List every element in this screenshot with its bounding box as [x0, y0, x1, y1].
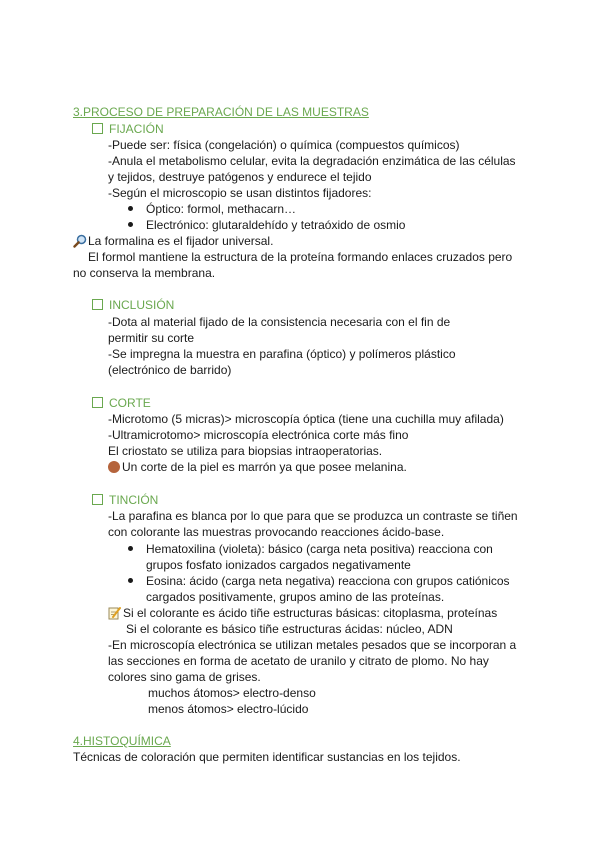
brown-circle-icon [108, 461, 120, 473]
checkbox-icon[interactable] [92, 494, 103, 505]
note-colorante-basico: Si el colorante es básico tiñe estructuras ácidas: núcleo, ADN [126, 622, 453, 636]
tincion-heading [92, 492, 158, 508]
paragraph-line: no conserva la membrana. [73, 266, 216, 280]
text-line: -Puede ser: física (congelación) o química (compuestos químicos) [108, 138, 460, 152]
note-melanina [108, 459, 407, 475]
bullet-item [128, 541, 493, 557]
paragraph-line: -En microscopía electrónica se utilizan metales pesados que se incorporan a [108, 638, 517, 652]
bullet-text: Óptico: formol, methacarn… [146, 202, 297, 216]
text-line: -Se impregna la muestra en parafina (óptico) y polímeros plástico [108, 347, 456, 361]
corte-heading [92, 395, 151, 411]
bullet-continuation: grupos fosfato ionizados cargados negativamente [146, 558, 411, 572]
text-line: -Dota al material fijado de la consistencia necesaria con el fin de [108, 315, 451, 329]
magnifier-icon [73, 234, 87, 248]
bullet-icon [128, 546, 133, 551]
paragraph-line: El formol mantiene la estructura de la proteína formando enlaces cruzados pero [88, 250, 513, 264]
bullet-item [128, 217, 405, 233]
section-4-text: Técnicas de coloración que permiten identificar sustancias en los tejidos. [73, 750, 461, 764]
checkbox-icon[interactable] [92, 397, 103, 408]
text-line: y tejidos, destruye patógenos y endurece el tejido [108, 170, 372, 184]
bullet-text: Eosina: ácido (carga neta negativa) reacciona con grupos catiónicos [146, 574, 510, 588]
text-line: -Microtomo (5 micras)> microscopía óptica (tiene una cuchilla muy afilada) [108, 412, 504, 426]
bullet-item [128, 201, 296, 217]
bullet-continuation: cargados positivamente, grupos amino de las proteínas. [146, 590, 445, 604]
text-line: -La parafina es blanca por lo que para que se produzca un contraste se tiñen [108, 509, 518, 523]
memo-icon [108, 606, 121, 620]
text-line: menos átomos> electro-lúcido [148, 702, 309, 716]
checkbox-icon[interactable] [92, 123, 103, 134]
text-line: muchos átomos> electro-denso [148, 686, 316, 700]
text-line: -Ultramicrotomo> microscopía electrónica corte más fino [108, 428, 409, 442]
tincion-heading-label: TINCIÓN [109, 493, 159, 507]
note-formalina [73, 233, 273, 249]
text-line: con colorante las muestras provocando reacciones ácido-base. [108, 525, 445, 539]
bullet-icon [128, 206, 133, 211]
note-text: Si el colorante es ácido tiñe estructuras básicas: citoplasma, proteínas [123, 606, 498, 620]
text-line: El criostato se utiliza para biopsias intraoperatorias. [108, 444, 383, 458]
note-text: La formalina es el fijador universal. [88, 234, 274, 248]
corte-heading-label: CORTE [109, 396, 151, 410]
note-colorante-acido [108, 605, 497, 621]
inclusion-heading [92, 297, 174, 313]
checkbox-icon[interactable] [92, 299, 103, 310]
section-3-title: 3.PROCESO DE PREPARACIÓN DE LAS MUESTRAS [73, 105, 369, 119]
bullet-text: Hematoxilina (violeta): básico (carga neta positiva) reacciona con [146, 542, 493, 556]
bullet-item [128, 573, 510, 589]
paragraph-line: colores sino gama de grises. [108, 670, 261, 684]
text-line: -Según el microscopio se usan distintos fijadores: [108, 186, 372, 200]
text-line: -Anula el metabolismo celular, evita la degradación enzimática de las células [108, 154, 516, 168]
bullet-icon [128, 578, 133, 583]
section-4-title: 4.HISTOQUÍMICA [73, 734, 171, 748]
paragraph-line: las secciones en forma de acetato de uranilo y citrato de plomo. No hay [108, 654, 489, 668]
inclusion-heading-label: INCLUSIÓN [109, 298, 175, 312]
bullet-text: Electrónico: glutaraldehído y tetraóxido de osmio [146, 218, 406, 232]
note-text: Un corte de la piel es marrón ya que posee melanina. [122, 460, 407, 474]
bullet-icon [128, 222, 133, 227]
fijacion-heading [92, 121, 164, 137]
text-line: (electrónico de barrido) [108, 363, 232, 377]
fijacion-heading-label: FIJACIÓN [109, 122, 164, 136]
text-line: permitir su corte [108, 331, 195, 345]
